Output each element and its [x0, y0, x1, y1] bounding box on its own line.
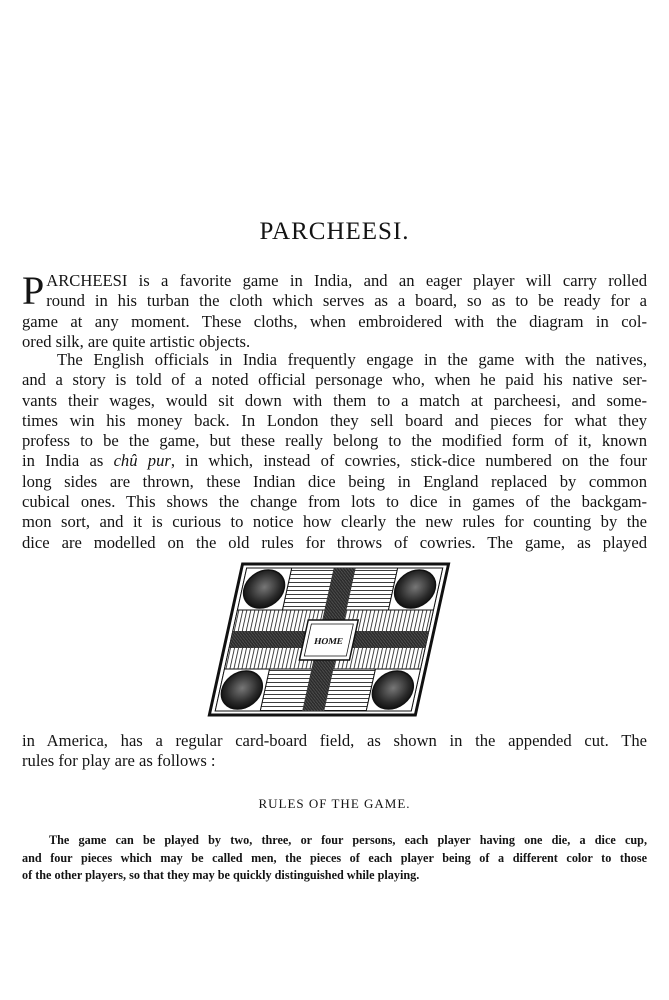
parcheesi-board-illustration [207, 562, 452, 717]
text-line: dice are modelled on the old rules for throws of cowries. The game, as played [22, 532, 647, 552]
text-line: The game can be played by two, three, or four persons, each player having one die, a dice cup, [49, 833, 647, 847]
text-line [22, 451, 647, 471]
intro-paragraph [22, 268, 647, 352]
text-line: long sides are thrown, these Indian dice being in England replaced by common [22, 471, 647, 491]
text-line: ored silk, are quite artistic objects. [22, 331, 251, 351]
officials-paragraph [22, 350, 647, 553]
drop-cap: P [22, 268, 45, 313]
board-drawing [207, 562, 452, 717]
text-line: of the other players, so that they may be quickly distinguished while playing. [22, 868, 420, 882]
text-segment: , in which, instead of cowries, stick-dice numbered on the four [170, 451, 647, 471]
text-line: round in his turban the cloth which serves as a board, so as to be ready for a [46, 291, 647, 311]
text-line: game at any moment. These cloths, when embroidered with the diagram in col- [22, 311, 647, 331]
text-line: The English officials in India frequently engage in the game with the natives, [57, 350, 647, 369]
text-line: vants their wages, would sit down with them to a match at parcheesi, and some- [22, 390, 647, 410]
continuation-paragraph [22, 731, 647, 772]
text-line: in America, has a regular card-board field, as shown in the appended cut. The [22, 731, 647, 750]
text-line: ARCHEESI is a favorite game in India, and an eager player will carry rolled [46, 271, 647, 290]
text-line: cubical ones. This shows the change from lots to dice in games of the backgam- [22, 492, 647, 512]
text-line: rules for play are as follows : [22, 751, 216, 771]
text-line: times win his money back. In London they sell board and pieces for what they [22, 410, 647, 430]
italic-term: chû pur [113, 451, 171, 471]
text-segment: in India as [22, 451, 114, 471]
text-line: and four pieces which may be called men, the pieces of each player being of a different color to those [22, 850, 647, 865]
rules-paragraph [22, 832, 647, 885]
board-home-label: HOME [313, 636, 344, 646]
text-line: profess to be the game, but these really belong to the modified form of it, known [22, 431, 647, 451]
rules-heading: RULES OF THE GAME. [258, 796, 411, 811]
text-line: mon sort, and it is curious to notice how clearly the new rules for counting by the [22, 512, 647, 532]
page-title: PARCHEESI. [259, 218, 410, 245]
text-line: and a story is told of a noted official personage who, when he paid his native ser- [22, 370, 647, 390]
